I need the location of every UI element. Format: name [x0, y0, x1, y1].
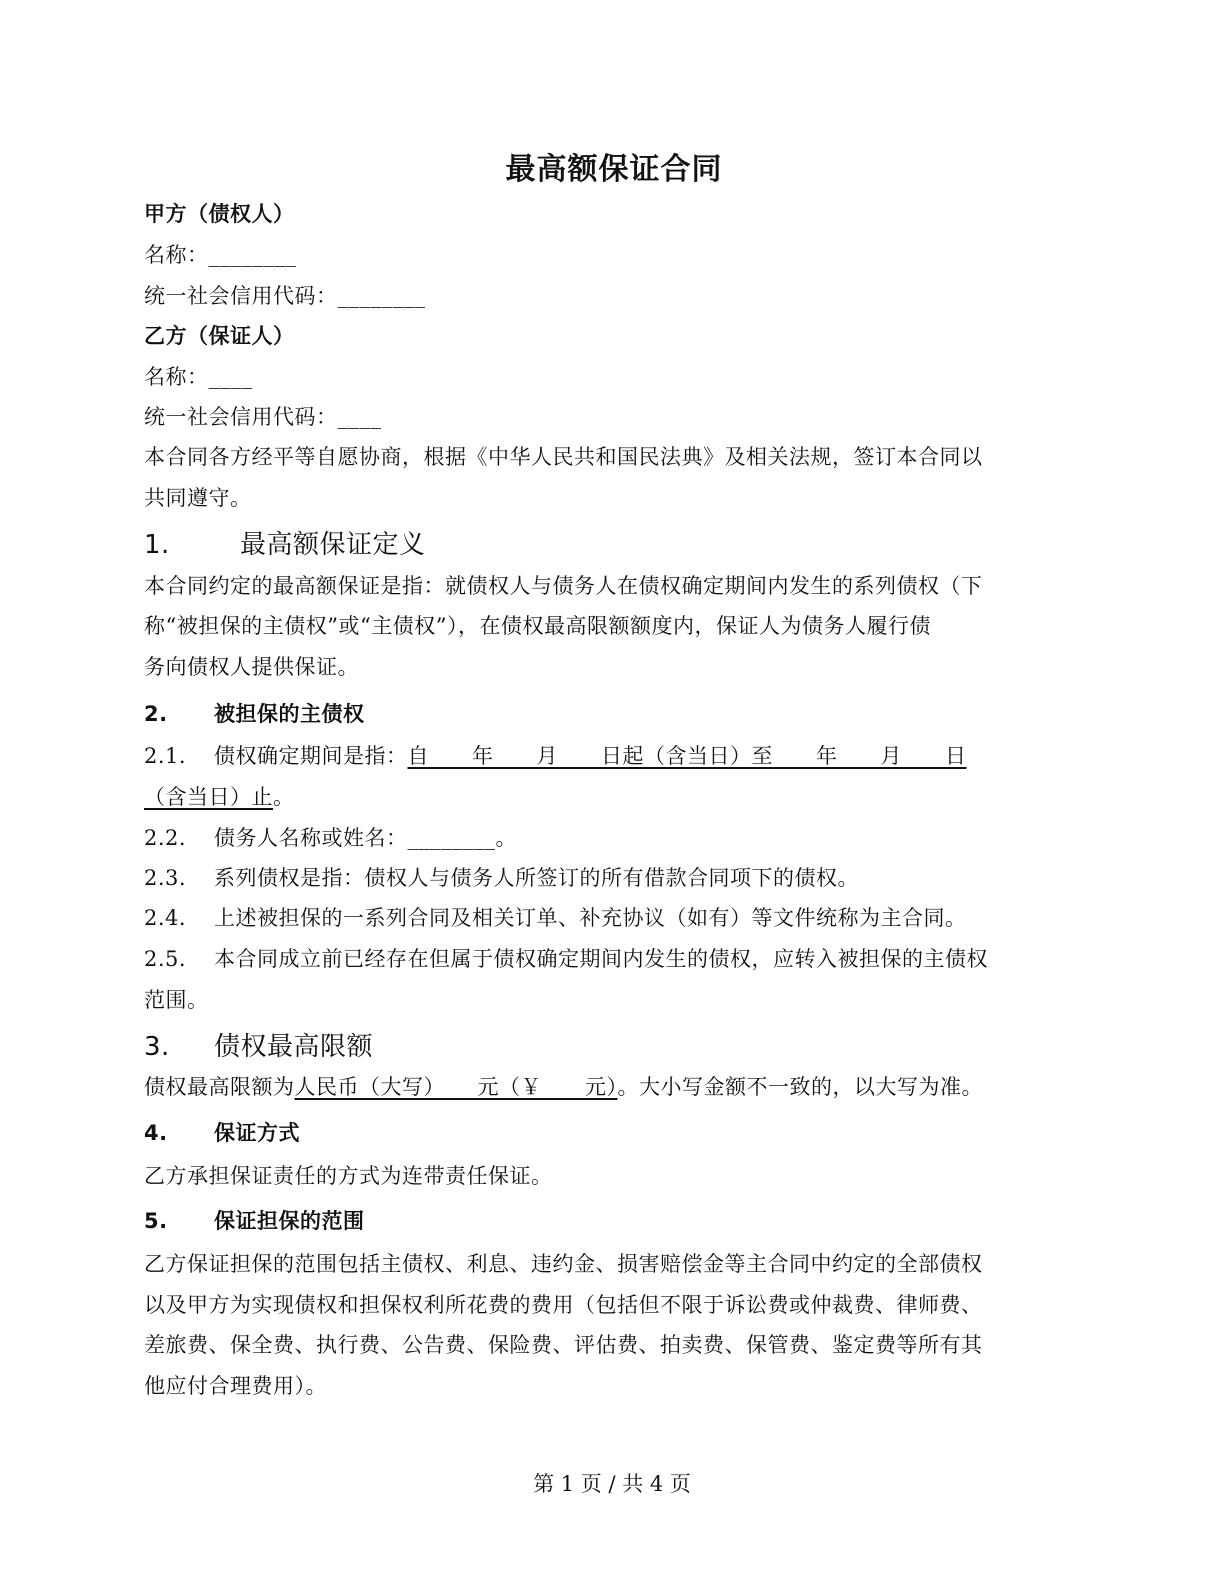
- section-4-text: 乙方承担保证责任的方式为连带责任保证。: [144, 1164, 553, 1188]
- section-1-line-2: 称“被担保的主债权”或“主债权”），在债权最高限额额度内，保证人为债务人履行债: [144, 614, 931, 638]
- clause-2-1-text: 债权确定期间是指：: [214, 744, 408, 768]
- section-5-line-2: 以及甲方为实现债权和担保权利所花费的费用（包括但不限于诉讼费或仲裁费、律师费、: [144, 1293, 983, 1317]
- section-2-heading: [144, 698, 365, 728]
- party-b-credit-code: 统一社会信用代码：____: [144, 405, 382, 429]
- section-5-number: 5.: [144, 1209, 168, 1233]
- section-1-line-3: 务向债权人提供保证。: [144, 655, 359, 679]
- section-2-number: 2.: [144, 702, 168, 726]
- section-5-title: 保证担保的范围: [214, 1209, 365, 1233]
- clause-2-5-text: 本合同成立前已经存在但属于债权确定期间内发生的债权，应转入被担保的主债权: [214, 947, 988, 971]
- page-footer: 第 1 页 / 共 4 页: [533, 1472, 691, 1496]
- party-a-heading: 甲方（债权人）: [144, 202, 295, 226]
- section-1-heading: [144, 524, 426, 561]
- party-b-name: 名称：____: [144, 365, 253, 389]
- section-1-number: 1.: [144, 530, 170, 560]
- section-5-line-3: 差旅费、保全费、执行费、公告费、保险费、评估费、拍卖费、保管费、鉴定费等所有其: [144, 1333, 983, 1357]
- max-amount-blank: 人民币（大写） 元（￥ 元）: [294, 1075, 618, 1099]
- section-3-pre: 债权最高限额为: [144, 1075, 295, 1099]
- document-title: 最高额保证合同: [505, 152, 723, 187]
- party-a-name: 名称：________: [144, 243, 297, 267]
- preamble-line-1: 本合同各方经平等自愿协商，根据《中华人民共和国民法典》及相关法规，签订本合同以: [144, 445, 983, 469]
- section-5-line-1: 乙方保证担保的范围包括主债权、利息、违约金、损害赔偿金等主合同中约定的全部债权: [144, 1252, 983, 1276]
- clause-2-2: [144, 822, 517, 852]
- clause-2-1-number: 2.1.: [144, 744, 187, 768]
- clause-2-5: [144, 943, 988, 973]
- clause-2-1-continuation: [144, 781, 295, 811]
- clause-2-1-period-end-blank: （含当日）止: [144, 785, 273, 809]
- section-3-number: 3.: [144, 1032, 170, 1062]
- party-b-heading: 乙方（保证人）: [144, 324, 295, 348]
- section-5-line-4: 他应付合理费用）。: [144, 1374, 327, 1398]
- clause-2-2-text: 债务人名称或姓名：________。: [214, 826, 517, 850]
- section-3-heading: [144, 1026, 373, 1063]
- preamble-line-2: 共同遵守。: [144, 486, 252, 510]
- clause-2-4: [144, 902, 967, 932]
- clause-2-3-number: 2.3.: [144, 866, 187, 890]
- section-3-text: [144, 1071, 983, 1101]
- clause-2-4-text: 上述被担保的一系列合同及相关订单、补充协议（如有）等文件统称为主合同。: [214, 906, 967, 930]
- clause-2-5-number: 2.5.: [144, 947, 187, 971]
- section-4-title: 保证方式: [214, 1121, 300, 1145]
- clause-2-2-number: 2.2.: [144, 826, 187, 850]
- section-5-heading: [144, 1205, 365, 1235]
- section-4-heading: [144, 1117, 300, 1147]
- section-4-number: 4.: [144, 1121, 168, 1145]
- party-a-credit-code: 统一社会信用代码：________: [144, 284, 426, 308]
- clause-2-1-end: 。: [273, 785, 295, 809]
- clause-2-1-period-blank: 自 年 月 日起（含当日）至 年 月 日: [407, 744, 967, 768]
- section-1-title: 最高额保证定义: [240, 530, 426, 560]
- section-3-title: 债权最高限额: [214, 1032, 374, 1062]
- section-3-post: 。大小写金额不一致的，以大写为准。: [617, 1075, 983, 1099]
- clause-2-3-text: 系列债权是指：债权人与债务人所签订的所有借款合同项下的债权。: [214, 866, 859, 890]
- clause-2-4-number: 2.4.: [144, 906, 187, 930]
- clause-2-1: [144, 740, 967, 770]
- clause-2-3: [144, 862, 859, 892]
- clause-2-5-continuation: 范围。: [144, 988, 209, 1012]
- section-2-title: 被担保的主债权: [214, 702, 365, 726]
- section-1-line-1: 本合同约定的最高额保证是指：就债权人与债务人在债权确定期间内发生的系列债权（下: [144, 574, 983, 598]
